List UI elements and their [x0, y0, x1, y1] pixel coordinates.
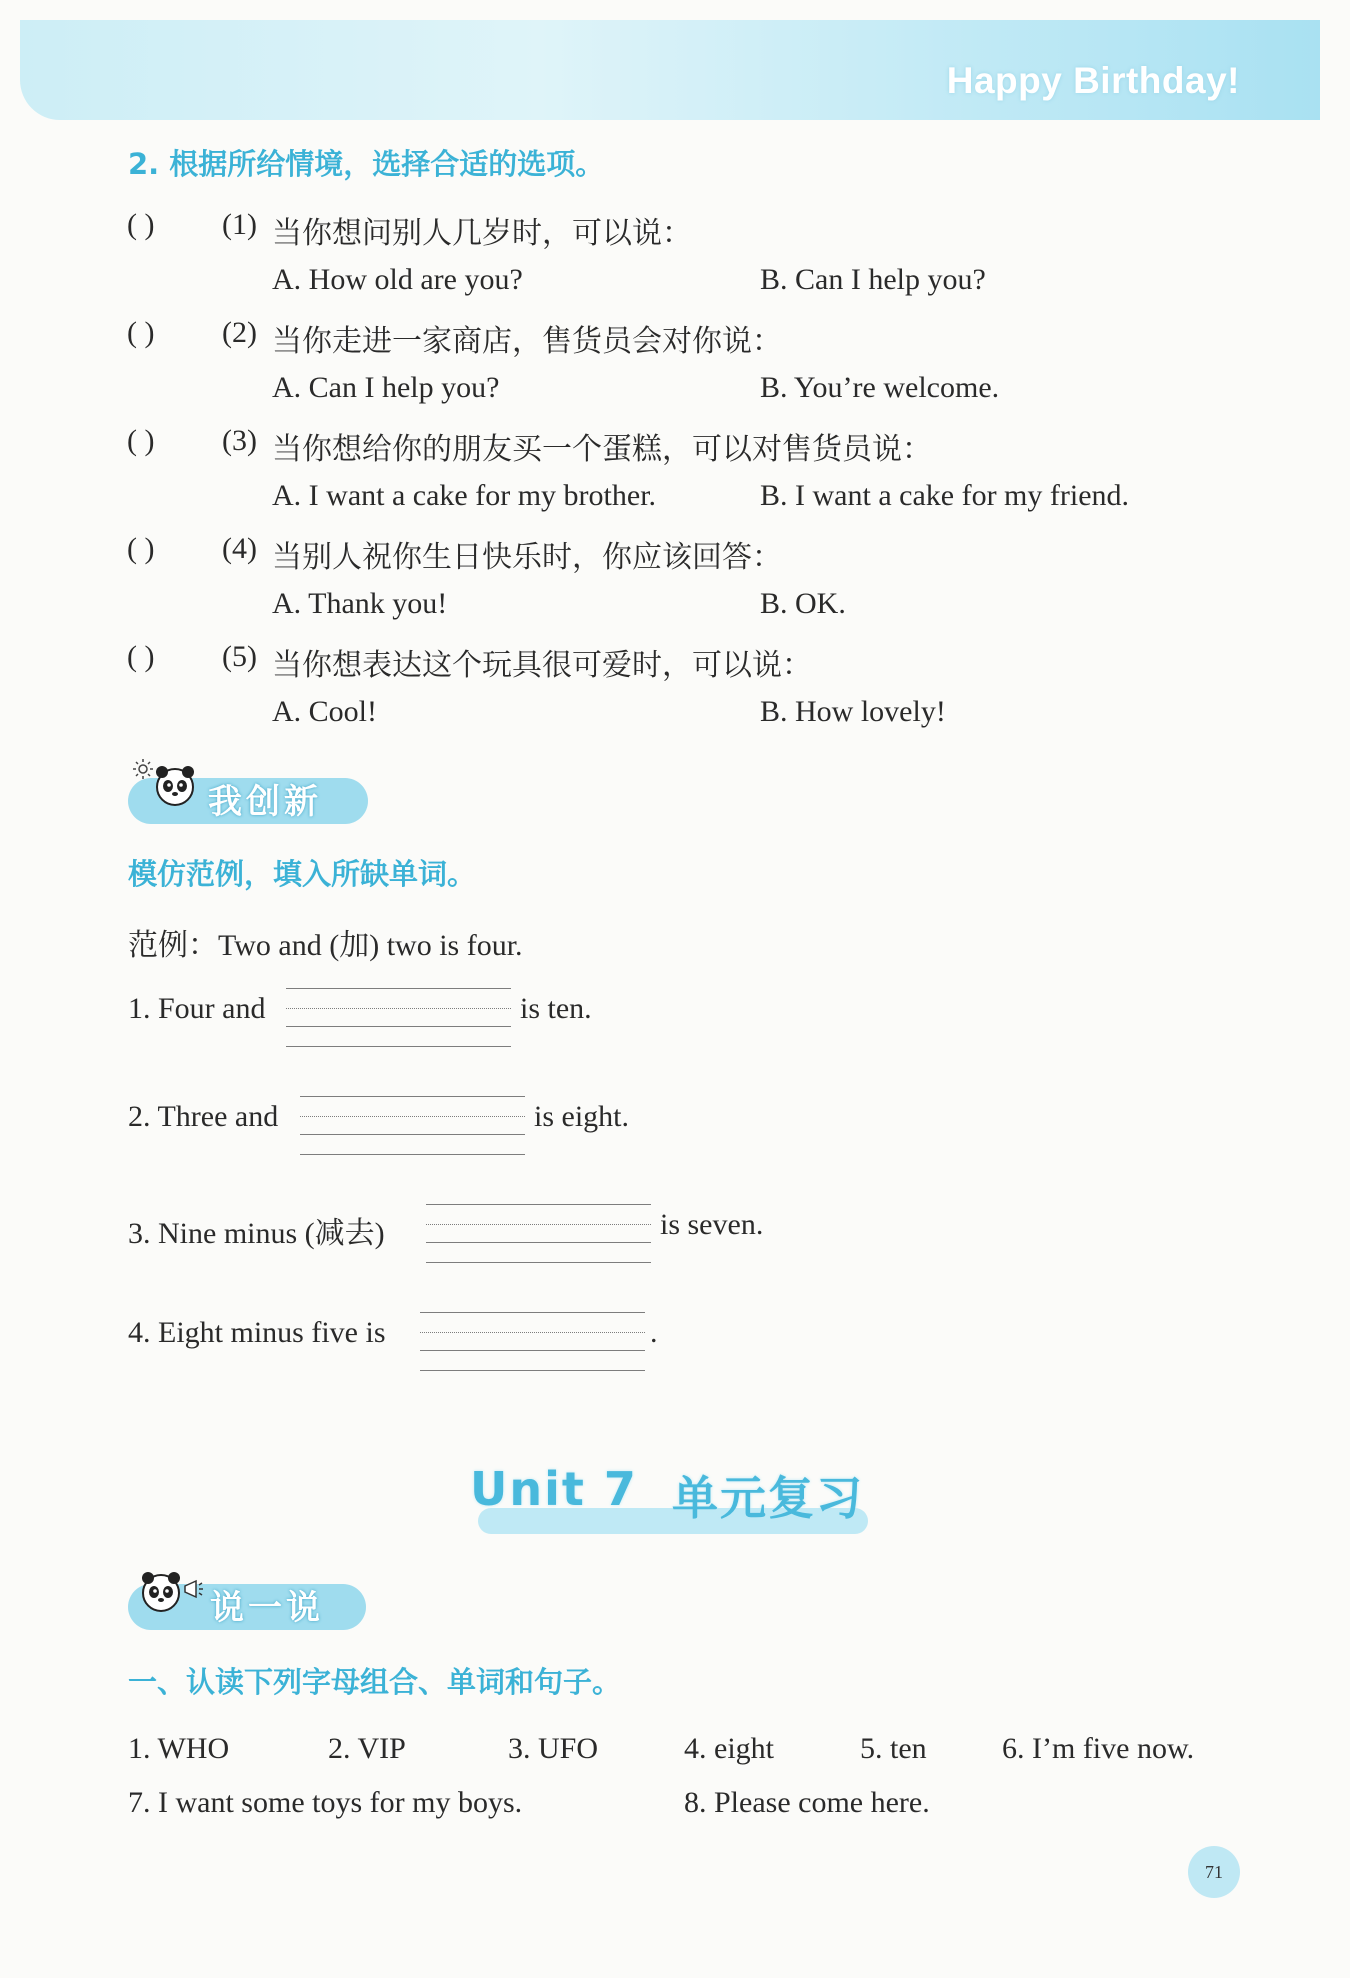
- question-text: 当别人祝你生日快乐时，你应该回答：: [272, 541, 782, 574]
- unit-title: 单元复习: [672, 1471, 864, 1525]
- answer-blank[interactable]: ( ): [127, 424, 155, 457]
- option-a: A. How old are you?: [272, 263, 523, 296]
- question-number: (4): [222, 532, 257, 565]
- fill-item-3-text: 3. Nine minus (减去): [128, 1217, 385, 1250]
- question-number: (1): [222, 208, 257, 241]
- option-a: A. Cool!: [272, 695, 377, 728]
- megaphone-icon: [182, 1578, 204, 1600]
- fill-item-2-end: is eight.: [534, 1100, 629, 1133]
- question-number: (3): [222, 424, 257, 457]
- option-a: A. Can I help you?: [272, 371, 500, 404]
- unit-label: Unit 7: [470, 1462, 638, 1516]
- reading-item: 1. WHO: [128, 1732, 230, 1765]
- writing-lines[interactable]: [420, 1312, 645, 1372]
- answer-blank[interactable]: ( ): [127, 208, 155, 241]
- option-b: B. I want a cake for my friend.: [760, 479, 1130, 512]
- fill-item-2-text: 2. Three and: [128, 1100, 279, 1133]
- reading-item: 5. ten: [860, 1732, 927, 1765]
- innovate-instruction: 模仿范例，填入所缺单词。: [128, 857, 477, 891]
- option-b: B. OK.: [760, 587, 846, 620]
- speak-instruction: 一、认读下列字母组合、单词和句子。: [128, 1665, 622, 1699]
- section-title: 2. 根据所给情境，选择合适的选项。: [128, 147, 605, 181]
- answer-blank[interactable]: ( ): [127, 532, 155, 565]
- reading-item: 4. eight: [684, 1732, 774, 1765]
- panda-icon: [136, 1566, 186, 1616]
- answer-blank[interactable]: ( ): [127, 316, 155, 349]
- speak-badge-label: 说一说: [210, 1588, 324, 1628]
- question-text: 当你想表达这个玩具很可爱时，可以说：: [272, 649, 812, 682]
- option-a: A. I want a cake for my brother.: [272, 479, 657, 512]
- panda-icon: [150, 760, 200, 810]
- question-text: 当你想给你的朋友买一个蛋糕，可以对售货员说：: [272, 433, 932, 466]
- question-number: (5): [222, 640, 257, 673]
- reading-item: 3. UFO: [508, 1732, 599, 1765]
- writing-lines[interactable]: [286, 988, 511, 1048]
- example-sentence: 范例：Two and (加) two is four.: [128, 929, 523, 962]
- option-a: A. Thank you!: [272, 587, 448, 620]
- sun-icon: [132, 758, 154, 780]
- page-number: 71: [1188, 1846, 1240, 1898]
- reading-item: 2. VIP: [328, 1732, 406, 1765]
- fill-item-1-text: 1. Four and: [128, 992, 266, 1025]
- fill-item-4-end: .: [650, 1316, 658, 1349]
- option-b: B. Can I help you?: [760, 263, 986, 296]
- fill-item-3-end: is seven.: [660, 1208, 764, 1241]
- writing-lines[interactable]: [300, 1096, 525, 1156]
- header-title: Happy Birthday!: [946, 60, 1240, 101]
- option-b: B. How lovely!: [760, 695, 946, 728]
- question-text: 当你走进一家商店，售货员会对你说：: [272, 325, 782, 358]
- reading-item: 8. Please come here.: [684, 1786, 930, 1819]
- answer-blank[interactable]: ( ): [127, 640, 155, 673]
- question-text: 当你想问别人几岁时，可以说：: [272, 217, 692, 250]
- fill-item-1-end: is ten.: [520, 992, 592, 1025]
- reading-item: 6. I’m five now.: [1002, 1732, 1195, 1765]
- innovate-badge-label: 我创新: [208, 782, 322, 822]
- reading-item: 7. I want some toys for my boys.: [128, 1786, 523, 1819]
- question-number: (2): [222, 316, 257, 349]
- option-b: B. You’re welcome.: [760, 371, 1000, 404]
- fill-item-4-text: 4. Eight minus five is: [128, 1316, 386, 1349]
- writing-lines[interactable]: [426, 1204, 651, 1264]
